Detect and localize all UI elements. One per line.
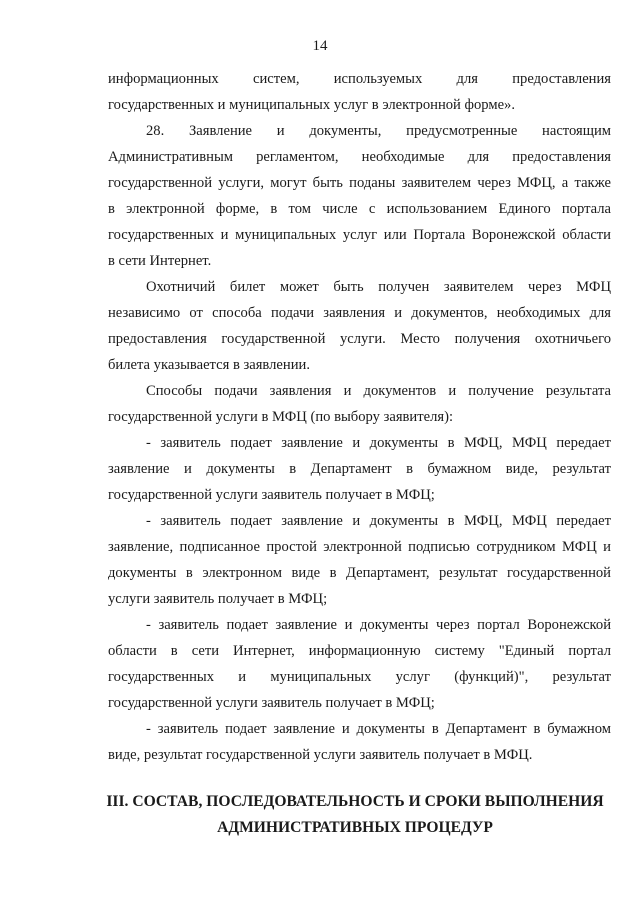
text-line: Административным регламентом, необходимые для предоставления [108,149,611,165]
text-line: государственной услуги заявитель получает в МФЦ; [108,695,435,711]
text-line: виде, результат государственной услуги заявитель получает в МФЦ. [108,747,533,763]
text-line: государственных и муниципальных услуг или Портала Воронежской области [108,227,611,243]
text-line: государственной услуги, могут быть поданы заявителем через МФЦ, а также [108,175,611,191]
text-line: области в сети Интернет, информационную систему "Единый портал [108,643,611,659]
text-line: государственной услуги в МФЦ (по выбору заявителя): [108,409,453,425]
text-line: заявление, подписанное простой электронной подписью сотрудником МФЦ и [108,539,611,555]
section-heading-line-1: III. СОСТАВ, ПОСЛЕДОВАТЕЛЬНОСТЬ И СРОКИ ВЫПОЛНЕНИЯ [106,793,604,810]
text-line: - заявитель подает заявление и документы в МФЦ, МФЦ передает [146,513,611,529]
text-line: - заявитель подает заявление и документы через портал Воронежской [146,617,611,633]
text-line: информационных систем, используемых для предоставления [108,71,611,87]
page-number: 14 [312,38,328,54]
text-line: - заявитель подает заявление и документы в Департамент в бумажном [146,721,611,737]
text-line: - заявитель подает заявление и документы в МФЦ, МФЦ передает [146,435,611,451]
text-line: в электронной форме, в том числе с использованием Единого портала [108,201,611,217]
text-line: независимо от способа подачи заявления и документов, необходимых для [108,305,611,321]
text-line: в сети Интернет. [108,253,212,269]
text-line: билета указывается в заявлении. [108,357,310,373]
text-line: государственных и муниципальных услуг в электронной форме». [108,97,515,113]
document-body [108,66,611,768]
text-line: Охотничий билет может быть получен заявителем через МФЦ [146,279,611,295]
section-heading-line-2: АДМИНИСТРАТИВНЫХ ПРОЦЕДУР [217,819,493,836]
text-line: заявление и документы в Департамент в бумажном виде, результат [108,461,611,477]
text-line: услуги заявитель получает в МФЦ; [108,591,328,607]
section-heading [95,789,615,841]
text-line: предоставления государственной услуги. Место получения охотничьего [108,331,611,347]
text-line: документы в электронном виде в Департамент, результат государственной [108,565,611,581]
text-line: Способы подачи заявления и документов и получение результата [146,383,611,399]
text-line: государственных и муниципальных услуг (функций)", результат [108,669,611,685]
text-line: государственной услуги заявитель получает в МФЦ; [108,487,435,503]
text-line: 28. Заявление и документы, предусмотренные настоящим [146,123,611,139]
